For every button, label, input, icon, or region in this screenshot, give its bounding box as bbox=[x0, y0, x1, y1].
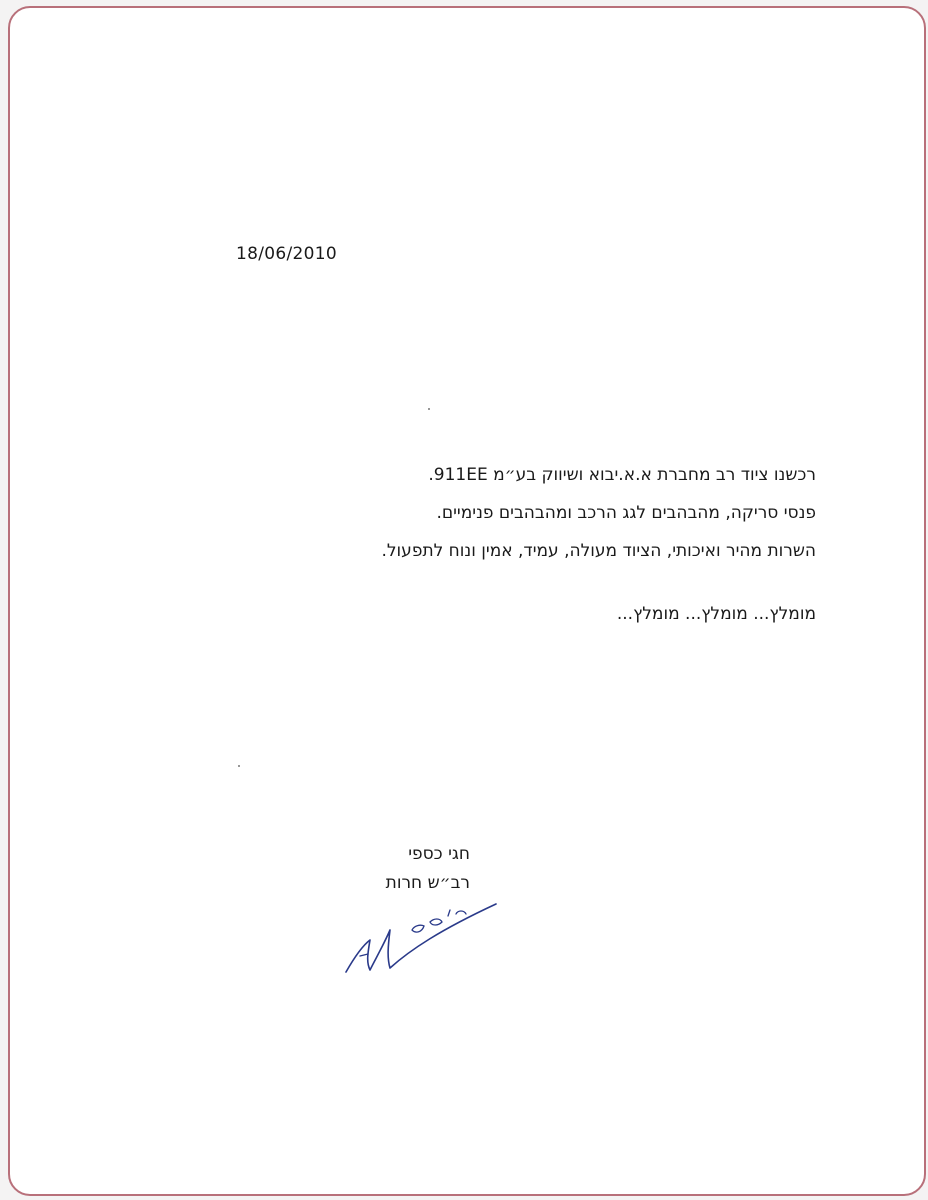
letter-page bbox=[8, 6, 926, 1196]
letter-body bbox=[176, 456, 816, 570]
scan-speck bbox=[238, 765, 240, 767]
letter-date: 18/06/2010 bbox=[236, 244, 337, 264]
body-line-3: השרות מהיר ואיכותי, הציוד מעולה, עמיד, אמין ונוח לתפעול. bbox=[381, 541, 816, 561]
signer-title: רב״ש חרות bbox=[385, 873, 470, 893]
signer-block bbox=[340, 840, 470, 898]
recommendation-line: מומלץ... מומלץ... מומלץ... bbox=[616, 604, 816, 624]
body-line-2: פנסי סריקה, מהבהבים לגג הרכב ומהבהבים פנימיים. bbox=[436, 503, 816, 523]
handwritten-signature bbox=[340, 900, 510, 982]
scan-speck bbox=[428, 408, 430, 410]
signer-name: חגי כספי bbox=[408, 844, 470, 864]
body-line-1: רכשנו ציוד רב מחברת א.א.יבוא ושיווק בע״מ 911EE. bbox=[428, 465, 816, 485]
